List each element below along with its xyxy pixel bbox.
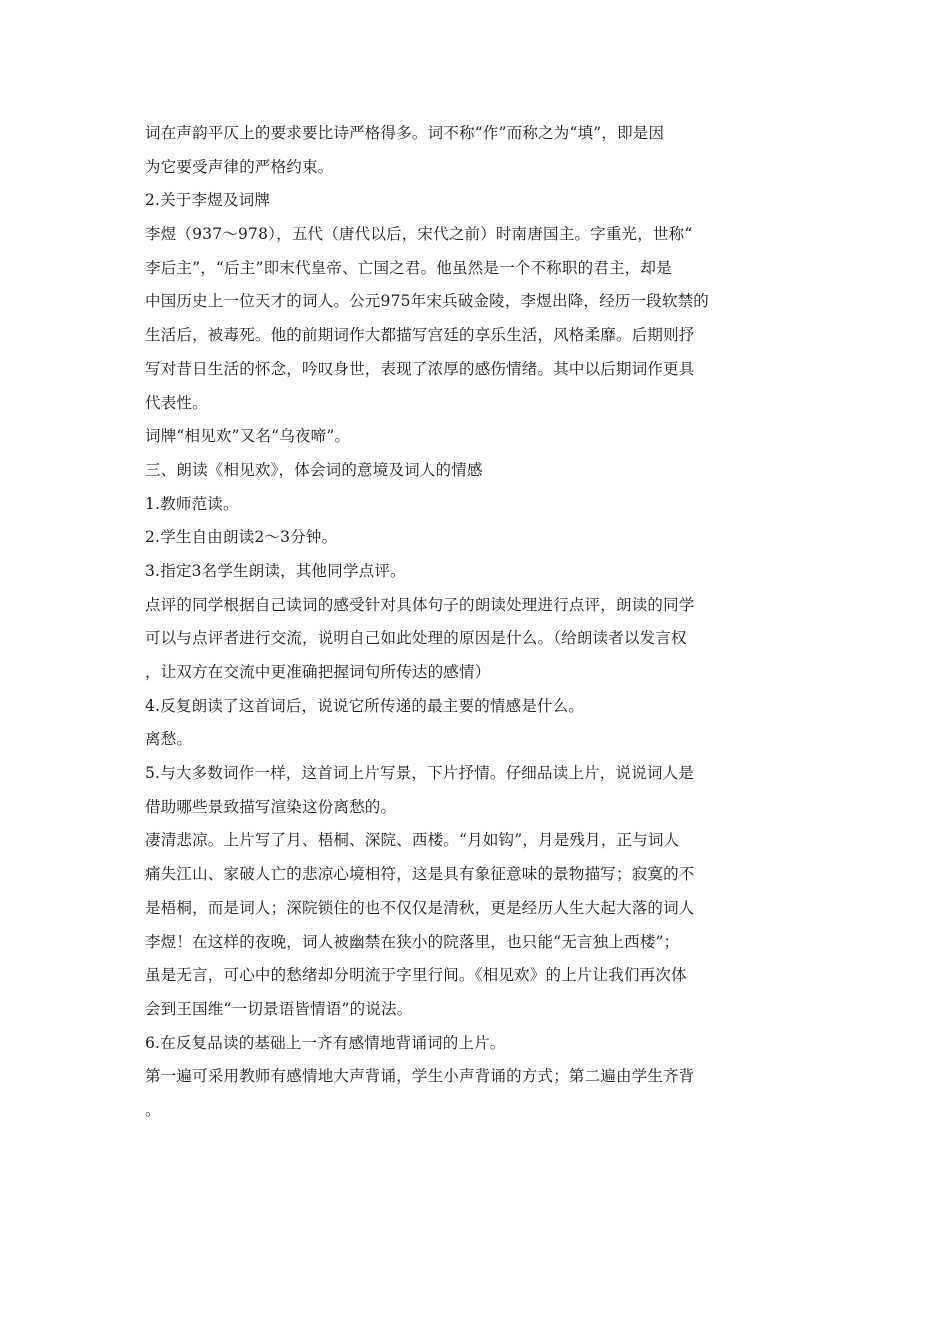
section-heading: 2.关于李煜及词牌 xyxy=(145,191,271,210)
list-item: 2.学生自由朗读2～3分钟。 xyxy=(145,528,338,547)
text-line: 痛失江山、家破人亡的悲凉心境相符，这是具有象征意味的景物描写；寂寞的不 xyxy=(145,865,695,884)
text-line: 。 xyxy=(145,1100,161,1119)
list-item: 1.教师范读。 xyxy=(145,494,239,513)
text-line: 会到王国维“一切景语皆情语”的说法。 xyxy=(145,999,413,1018)
text-line: 词牌“相见欢”又名“乌夜啼”。 xyxy=(145,427,351,446)
text-line: 中国历史上一位天才的词人。公元975年宋兵破金陵，李煜出降，经历一段软禁的 xyxy=(145,292,709,311)
text-line: 借助哪些景致描写渲染这份离愁的。 xyxy=(145,797,397,816)
section-heading: 三、朗读《相见欢》，体会词的意境及词人的情感 xyxy=(145,460,483,479)
text-line: 虽是无言，可心中的愁绪却分明流于字里行间。《相见欢》的上片让我们再次体 xyxy=(145,966,687,985)
list-item: 3.指定3名学生朗读，其他同学点评。 xyxy=(145,561,406,580)
text-line: 李煜！在这样的夜晚，词人被幽禁在狭小的院落里，也只能“无言独上西楼”； xyxy=(145,932,680,951)
text-line: 为它要受声律的严格约束。 xyxy=(145,157,334,176)
text-line: 李煜（937～978），五代（唐代以后，宋代之前）时南唐国主。字重光，世称“ xyxy=(145,225,693,244)
text-line: 离愁。 xyxy=(145,730,193,749)
list-item: 4.反复朗读了这首词后，说说它所传递的最主要的情感是什么。 xyxy=(145,696,585,715)
text-line: 代表性。 xyxy=(145,393,208,412)
text-line: 李后主”，“后主”即末代皇帝、亡国之君。他虽然是一个不称职的君主，却是 xyxy=(145,258,672,277)
text-line: 可以与点评者进行交流，说明自己如此处理的原因是什么。（给朗读者以发言权 xyxy=(145,629,687,648)
text-line: 生活后，被毒死。他的前期词作大都描写宫廷的享乐生活，风格柔靡。后期则抒 xyxy=(145,326,695,345)
text-line: 凄清悲凉。上片写了月、梧桐、深院、西楼。“月如钩”，月是残月，正与词人 xyxy=(145,831,680,850)
text-line: 第一遍可采用教师有感情地大声背诵，学生小声背诵的方式；第二遍由学生齐背 xyxy=(145,1067,695,1086)
text-line: 写对昔日生活的怀念，吟叹身世，表现了浓厚的感伤情绪。其中以后期词作更具 xyxy=(145,359,695,378)
text-line: 点评的同学根据自己读词的感受针对具体句子的朗读处理进行点评，朗读的同学 xyxy=(145,595,695,614)
text-line: 是梧桐，而是词人；深院锁住的也不仅仅是清秋，更是经历人生大起大落的词人 xyxy=(145,898,695,917)
document-body xyxy=(145,121,745,1132)
list-item: 5.与大多数词作一样，这首词上片写景，下片抒情。仔细品读上片，说说词人是 xyxy=(145,764,694,783)
list-item: 6.在反复品读的基础上一齐有感情地背诵词的上片。 xyxy=(145,1033,506,1052)
text-line: 词在声韵平仄上的要求要比诗严格得多。词不称“作”而称之为“填”，即是因 xyxy=(145,124,665,142)
text-line: ，让双方在交流中更准确把握词句所传达的感情） xyxy=(145,663,491,681)
